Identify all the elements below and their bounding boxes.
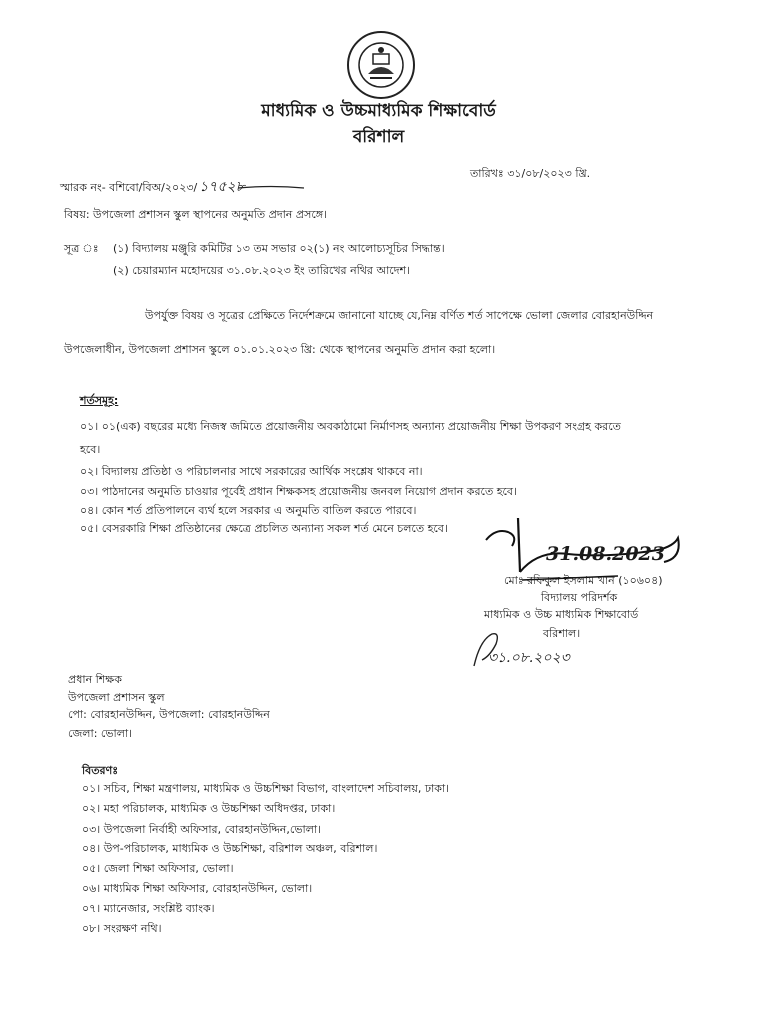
distribution-item-4: ০৪। উপ-পরিচালক, মাধ্যমিক ও উচ্চশিক্ষা, বরিশাল অঞ্চল, বরিশাল। [82, 842, 378, 855]
recipient-line-3: পো: বোরহানউদ্দিন, উপজেলা: বোরহানউদ্দিন [68, 708, 270, 721]
recipient-line-2: উপজেলা প্রশাসন স্কুল [68, 691, 165, 704]
condition-item-2: ০২। বিদ্যালয় প্রতিষ্ঠা ও পরিচালনার সাথে সরকারের আর্থিক সংশ্লেষ থাকবে না। [80, 465, 423, 478]
distribution-item-7: ০৭। ম্যানেজার, সংশ্লিষ্ট ব্যাংক। [82, 902, 215, 915]
distribution-item-2: ০২। মহা পরিচালক, মাধ্যমিক ও উচ্চশিক্ষা অধিদপ্তর, ঢাকা। [82, 802, 336, 815]
source-item-1: (১) বিদ্যালয় মঞ্জুরি কমিটির ১৩ তম সভার ০২(১) নং আলোচ্যসূচির সিদ্ধান্ত। [113, 242, 445, 255]
recipient-line-1: প্রধান শিক্ষক [68, 673, 122, 686]
recipient-line-4: জেলা: ভোলা। [68, 727, 133, 740]
initial-date-handwritten: ৩১.০৮.২০২৩ [488, 650, 570, 666]
board-seal-logo [346, 30, 416, 100]
body-line-1: উপর্যুক্ত বিষয় ও সূত্রের প্রেক্ষিতে নির্দেশক্রমে জানানো যাচ্ছে যে,নিম্ন বর্ণিত শর্ত সাপেক্ষে ভোলা জেলার বোরহানউদ্দিন [145, 309, 654, 322]
condition-item-3: ০৩। পাঠদানের অনুমতি চাওয়ার পূর্বেই প্রধান শিক্ষকসহ প্রয়োজনীয় জনবল নিয়োগ প্রদান করতে হবে। [80, 485, 517, 498]
memo-ref-handwritten: ১৭৫২৮ [199, 179, 245, 195]
subject-line: বিষয়: উপজেলা প্রশাসন স্কুল স্থাপনের অনুমতি প্রদান প্রসঙ্গে। [64, 208, 327, 221]
source-item-2: (২) চেয়ারম্যান মহোদয়ের ৩১.০৮.২০২৩ ইং তারিখের নথির আদেশ। [113, 264, 410, 277]
condition-item-1-cont: হবে। [80, 443, 101, 456]
condition-item-4: ০৪। কোন শর্ত প্রতিপালনে ব্যর্থ হলে সরকার এ অনুমতি বাতিল করতে পারবে। [80, 504, 417, 517]
memo-number-underline [236, 184, 306, 192]
distribution-item-6: ০৬। মাধ্যমিক শিক্ষা অফিসার, বোরহানউদ্দিন, ভোলা। [82, 882, 313, 895]
memo-date: তারিখঃ ৩১/০৮/২০২৩ খ্রি. [470, 167, 591, 180]
condition-item-1: ০১। ০১(এক) বছরের মধ্যে নিজস্ব জমিতে প্রয়োজনীয় অবকাঠামো নির্মাণসহ অন্যান্য প্রয়োজনীয় শিক্ষা উপকরণ সংগ্রহ করতে [80, 420, 621, 433]
board-title: মাধ্যমিক ও উচ্চমাধ্যমিক শিক্ষাবোর্ড [261, 101, 496, 121]
distribution-item-3: ০৩। উপজেলা নির্বাহী অফিসার, বোরহানউদ্দিন,ভোলা। [82, 823, 322, 836]
sources-label: সূত্র ঃ [64, 242, 99, 255]
memo-ref-label: স্মারক নং- বশিবো/বিঅ/২০২৩/ [60, 181, 198, 194]
distribution-heading: বিতরণঃ [82, 764, 119, 777]
condition-item-5: ০৫। বেসরকারি শিক্ষা প্রতিষ্ঠানের ক্ষেত্রে প্রচলিত অন্যান্য সকল শর্ত মেনে চলতে হবে। [80, 522, 448, 535]
signatory-designation: বিদ্যালয় পরিদর্শক [541, 591, 618, 604]
distribution-item-8: ০৮। সংরক্ষণ নথি। [82, 922, 162, 935]
signatory-name: মোঃ রফিকুল ইসলাম খান (১০৬০৪) [504, 574, 663, 587]
signatory-board: মাধ্যমিক ও উচ্চ মাধ্যমিক শিক্ষাবোর্ড [484, 608, 639, 621]
memo-reference [60, 175, 245, 199]
distribution-item-5: ০৫। জেলা শিক্ষা অফিসার, ভোলা। [82, 862, 234, 875]
distribution-item-1: ০১। সচিব, শিক্ষা মন্ত্রণালয়, মাধ্যমিক ও উচ্চশিক্ষা বিভাগ, বাংলাদেশ সচিবালয়, ঢাকা। [82, 782, 450, 795]
conditions-heading: শর্তসমূহ: [80, 394, 119, 407]
signatory-city: বরিশাল। [543, 627, 581, 640]
signature-date-handwritten: 31.08.2023 [546, 543, 665, 565]
body-line-2: উপজেলাধীন, উপজেলা প্রশাসন স্কুলে ০১.০১.২০২৩ খ্রি: থেকে স্থাপনের অনুমতি প্রদান করা হলো। [64, 343, 496, 356]
board-city: বরিশাল [352, 127, 405, 147]
